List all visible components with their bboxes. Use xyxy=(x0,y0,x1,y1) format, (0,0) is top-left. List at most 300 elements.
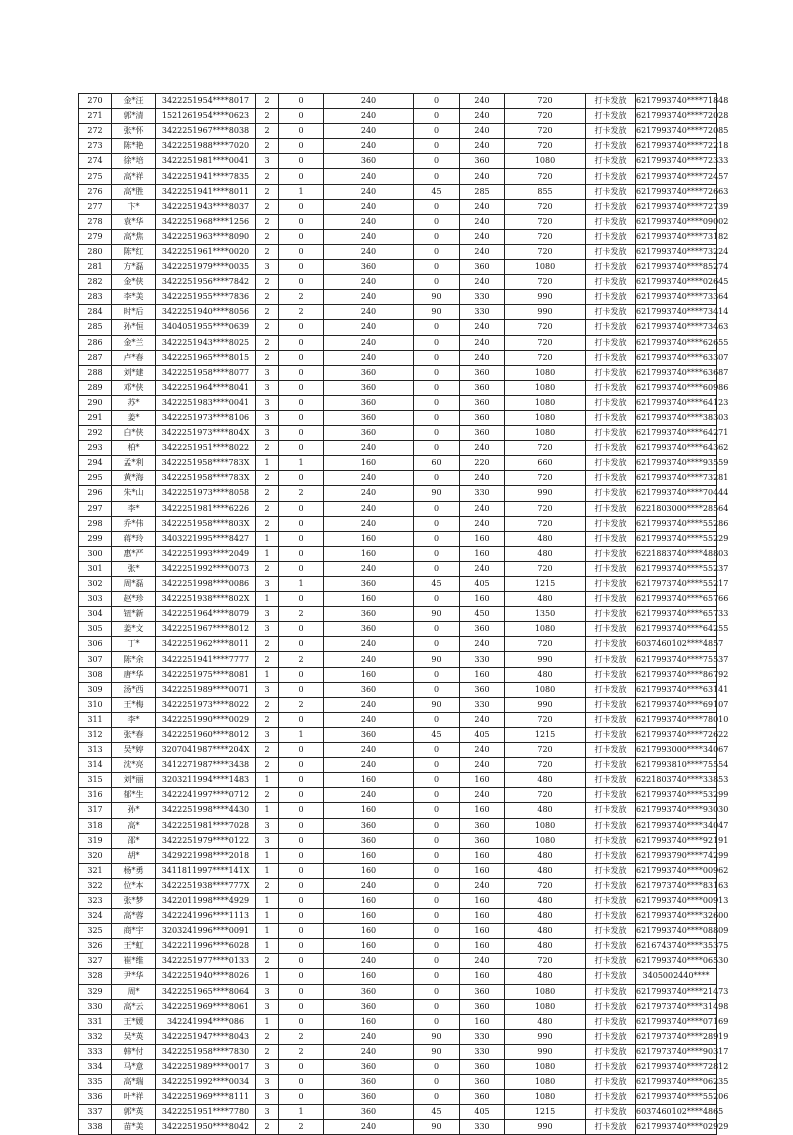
total-cell: 990 xyxy=(505,697,586,712)
account-cell: 6217993740****92191 xyxy=(636,833,717,848)
table-row xyxy=(79,1120,717,1135)
total-cell: 990 xyxy=(505,305,586,320)
name-cell: 丁* xyxy=(112,637,156,652)
total-cell: 720 xyxy=(505,109,586,124)
amount-b-cell: 0 xyxy=(414,909,460,924)
id-number-cell: 3422251947****8043 xyxy=(156,1029,256,1044)
total-cell: 720 xyxy=(505,788,586,803)
table-row xyxy=(79,305,717,320)
table-row xyxy=(79,380,717,395)
table-row xyxy=(79,471,717,486)
amount-b-cell: 90 xyxy=(414,697,460,712)
row-number-cell: 315 xyxy=(79,773,112,788)
subtotal-cell: 240 xyxy=(460,94,505,109)
count-a-cell: 3 xyxy=(256,984,279,999)
count-b-cell: 0 xyxy=(279,984,324,999)
count-b-cell: 2 xyxy=(279,486,324,501)
account-cell: 6217993740****55229 xyxy=(636,531,717,546)
account-cell: 6037460102****4865 xyxy=(636,1105,717,1120)
id-number-cell: 3422251958****783X xyxy=(156,471,256,486)
account-cell: 6217993740****93030 xyxy=(636,803,717,818)
count-a-cell: 3 xyxy=(256,999,279,1014)
subtotal-cell: 160 xyxy=(460,773,505,788)
id-number-cell: 1521261954****0623 xyxy=(156,109,256,124)
total-cell: 720 xyxy=(505,878,586,893)
name-cell: 朱*山 xyxy=(112,486,156,501)
id-number-cell: 3422251998****0086 xyxy=(156,577,256,592)
count-a-cell: 2 xyxy=(256,124,279,139)
count-b-cell: 0 xyxy=(279,365,324,380)
table-row xyxy=(79,682,717,697)
method-cell: 打卡发放 xyxy=(586,743,636,758)
id-number-cell: 3422251981****0041 xyxy=(156,154,256,169)
count-a-cell: 1 xyxy=(256,909,279,924)
table-row xyxy=(79,773,717,788)
method-cell: 打卡发放 xyxy=(586,546,636,561)
row-number-cell: 337 xyxy=(79,1105,112,1120)
amount-b-cell: 0 xyxy=(414,531,460,546)
amount-b-cell: 0 xyxy=(414,1075,460,1090)
account-cell: 6217993740****85274 xyxy=(636,260,717,275)
amount-b-cell: 0 xyxy=(414,380,460,395)
account-cell: 6217993740****06235 xyxy=(636,1075,717,1090)
amount-a-cell: 240 xyxy=(324,1029,414,1044)
amount-a-cell: 160 xyxy=(324,546,414,561)
account-cell: 6217973740****90317 xyxy=(636,1044,717,1059)
amount-a-cell: 240 xyxy=(324,94,414,109)
table-row xyxy=(79,607,717,622)
row-number-cell: 305 xyxy=(79,622,112,637)
method-cell: 打卡发放 xyxy=(586,139,636,154)
amount-b-cell: 0 xyxy=(414,592,460,607)
amount-b-cell: 0 xyxy=(414,124,460,139)
count-b-cell: 0 xyxy=(279,954,324,969)
amount-b-cell: 0 xyxy=(414,637,460,652)
account-cell: 6217993740****72457 xyxy=(636,169,717,184)
total-cell: 1350 xyxy=(505,607,586,622)
name-cell: 张*春 xyxy=(112,727,156,742)
amount-b-cell: 0 xyxy=(414,712,460,727)
row-number-cell: 325 xyxy=(79,924,112,939)
total-cell: 1080 xyxy=(505,622,586,637)
row-number-cell: 298 xyxy=(79,516,112,531)
count-b-cell: 0 xyxy=(279,169,324,184)
id-number-cell: 3207041987****204X xyxy=(156,743,256,758)
amount-b-cell: 45 xyxy=(414,1105,460,1120)
name-cell: 钮*新 xyxy=(112,607,156,622)
subtotal-cell: 160 xyxy=(460,531,505,546)
payment-table xyxy=(78,93,729,1135)
table-row xyxy=(79,969,717,984)
name-cell: 王*媛 xyxy=(112,1014,156,1029)
name-cell: 张* xyxy=(112,561,156,576)
method-cell: 打卡发放 xyxy=(586,592,636,607)
name-cell: 高*蓉 xyxy=(112,909,156,924)
amount-a-cell: 240 xyxy=(324,1044,414,1059)
amount-a-cell: 360 xyxy=(324,833,414,848)
method-cell: 打卡发放 xyxy=(586,758,636,773)
row-number-cell: 283 xyxy=(79,290,112,305)
amount-a-cell: 360 xyxy=(324,622,414,637)
amount-b-cell: 0 xyxy=(414,848,460,863)
subtotal-cell: 330 xyxy=(460,652,505,667)
total-cell: 720 xyxy=(505,335,586,350)
account-cell: 6217993810****75554 xyxy=(636,758,717,773)
subtotal-cell: 360 xyxy=(460,426,505,441)
method-cell: 打卡发放 xyxy=(586,290,636,305)
account-cell: 6217993740****02645 xyxy=(636,275,717,290)
total-cell: 990 xyxy=(505,290,586,305)
count-a-cell: 2 xyxy=(256,441,279,456)
subtotal-cell: 240 xyxy=(460,441,505,456)
table-row xyxy=(79,878,717,893)
amount-b-cell: 90 xyxy=(414,290,460,305)
amount-a-cell: 360 xyxy=(324,365,414,380)
amount-b-cell: 0 xyxy=(414,773,460,788)
method-cell: 打卡发放 xyxy=(586,380,636,395)
total-cell: 720 xyxy=(505,561,586,576)
count-a-cell: 2 xyxy=(256,516,279,531)
subtotal-cell: 240 xyxy=(460,712,505,727)
total-cell: 720 xyxy=(505,320,586,335)
total-cell: 480 xyxy=(505,667,586,682)
data-sheet xyxy=(78,93,729,1135)
account-cell: 6217993740****38303 xyxy=(636,410,717,425)
count-b-cell: 0 xyxy=(279,712,324,727)
account-cell: 6217993740****72812 xyxy=(636,1060,717,1075)
table-row xyxy=(79,109,717,124)
name-cell: 苗*美 xyxy=(112,1120,156,1135)
id-number-cell: 3422251951****7780 xyxy=(156,1105,256,1120)
count-b-cell: 0 xyxy=(279,1060,324,1075)
amount-a-cell: 360 xyxy=(324,1060,414,1075)
method-cell: 打卡发放 xyxy=(586,863,636,878)
count-b-cell: 2 xyxy=(279,697,324,712)
count-b-cell: 0 xyxy=(279,1075,324,1090)
name-cell: 韩*付 xyxy=(112,1044,156,1059)
row-number-cell: 295 xyxy=(79,471,112,486)
amount-b-cell: 0 xyxy=(414,818,460,833)
amount-b-cell: 0 xyxy=(414,954,460,969)
name-cell: 李*美 xyxy=(112,290,156,305)
total-cell: 1080 xyxy=(505,818,586,833)
amount-a-cell: 240 xyxy=(324,516,414,531)
row-number-cell: 297 xyxy=(79,501,112,516)
amount-b-cell: 0 xyxy=(414,1060,460,1075)
count-b-cell: 0 xyxy=(279,229,324,244)
table-row xyxy=(79,365,717,380)
total-cell: 480 xyxy=(505,893,586,908)
name-cell: 金*兰 xyxy=(112,335,156,350)
amount-b-cell: 0 xyxy=(414,758,460,773)
total-cell: 720 xyxy=(505,758,586,773)
total-cell: 1215 xyxy=(505,1105,586,1120)
count-b-cell: 0 xyxy=(279,592,324,607)
name-cell: 唐*华 xyxy=(112,667,156,682)
subtotal-cell: 330 xyxy=(460,305,505,320)
subtotal-cell: 240 xyxy=(460,244,505,259)
count-b-cell: 1 xyxy=(279,1105,324,1120)
amount-b-cell: 0 xyxy=(414,169,460,184)
amount-a-cell: 240 xyxy=(324,124,414,139)
amount-a-cell: 160 xyxy=(324,863,414,878)
amount-a-cell: 240 xyxy=(324,788,414,803)
count-a-cell: 3 xyxy=(256,727,279,742)
amount-b-cell: 0 xyxy=(414,863,460,878)
account-cell: 6217993740****72333 xyxy=(636,154,717,169)
row-number-cell: 316 xyxy=(79,788,112,803)
method-cell: 打卡发放 xyxy=(586,501,636,516)
table-row xyxy=(79,909,717,924)
row-number-cell: 304 xyxy=(79,607,112,622)
id-number-cell: 3422251988****7020 xyxy=(156,139,256,154)
amount-a-cell: 360 xyxy=(324,1075,414,1090)
subtotal-cell: 360 xyxy=(460,154,505,169)
name-cell: 郭*英 xyxy=(112,1105,156,1120)
id-number-cell: 3422251961****0020 xyxy=(156,244,256,259)
method-cell: 打卡发放 xyxy=(586,441,636,456)
subtotal-cell: 360 xyxy=(460,833,505,848)
amount-b-cell: 60 xyxy=(414,456,460,471)
method-cell: 打卡发放 xyxy=(586,697,636,712)
count-a-cell: 2 xyxy=(256,712,279,727)
total-cell: 720 xyxy=(505,139,586,154)
count-a-cell: 3 xyxy=(256,1105,279,1120)
count-a-cell: 1 xyxy=(256,667,279,682)
count-a-cell: 2 xyxy=(256,214,279,229)
subtotal-cell: 160 xyxy=(460,969,505,984)
name-cell: 杨*勇 xyxy=(112,863,156,878)
id-number-cell: 3422251975****8081 xyxy=(156,667,256,682)
total-cell: 855 xyxy=(505,184,586,199)
row-number-cell: 332 xyxy=(79,1029,112,1044)
id-number-cell: 3422241996****1113 xyxy=(156,909,256,924)
id-number-cell: 3422251965****8015 xyxy=(156,350,256,365)
table-row xyxy=(79,984,717,999)
table-row xyxy=(79,184,717,199)
account-cell: 6217993740****73281 xyxy=(636,471,717,486)
name-cell: 吴*婷 xyxy=(112,743,156,758)
subtotal-cell: 360 xyxy=(460,999,505,1014)
method-cell: 打卡发放 xyxy=(586,516,636,531)
count-b-cell: 0 xyxy=(279,758,324,773)
table-row xyxy=(79,1105,717,1120)
row-number-cell: 306 xyxy=(79,637,112,652)
amount-b-cell: 0 xyxy=(414,682,460,697)
table-row xyxy=(79,622,717,637)
amount-a-cell: 360 xyxy=(324,999,414,1014)
id-number-cell: 3403221995****8427 xyxy=(156,531,256,546)
amount-b-cell: 0 xyxy=(414,244,460,259)
table-row xyxy=(79,139,717,154)
count-a-cell: 3 xyxy=(256,607,279,622)
row-number-cell: 307 xyxy=(79,652,112,667)
account-cell: 6217973740****31498 xyxy=(636,999,717,1014)
name-cell: 郭*清 xyxy=(112,109,156,124)
row-number-cell: 277 xyxy=(79,199,112,214)
method-cell: 打卡发放 xyxy=(586,1029,636,1044)
id-number-cell: 3422251943****8037 xyxy=(156,199,256,214)
id-number-cell: 3422251992****0034 xyxy=(156,1075,256,1090)
method-cell: 打卡发放 xyxy=(586,924,636,939)
method-cell: 打卡发放 xyxy=(586,637,636,652)
count-b-cell: 0 xyxy=(279,471,324,486)
subtotal-cell: 240 xyxy=(460,335,505,350)
id-number-cell: 3422251962****8011 xyxy=(156,637,256,652)
method-cell: 打卡发放 xyxy=(586,984,636,999)
total-cell: 480 xyxy=(505,848,586,863)
id-number-cell: 3422251950****8042 xyxy=(156,1120,256,1135)
count-a-cell: 2 xyxy=(256,290,279,305)
count-a-cell: 1 xyxy=(256,863,279,878)
count-b-cell: 0 xyxy=(279,878,324,893)
count-b-cell: 0 xyxy=(279,441,324,456)
method-cell: 打卡发放 xyxy=(586,335,636,350)
count-b-cell: 0 xyxy=(279,818,324,833)
method-cell: 打卡发放 xyxy=(586,788,636,803)
amount-b-cell: 0 xyxy=(414,1014,460,1029)
name-cell: 叶*祥 xyxy=(112,1090,156,1105)
amount-b-cell: 0 xyxy=(414,999,460,1014)
name-cell: 李* xyxy=(112,712,156,727)
amount-a-cell: 240 xyxy=(324,109,414,124)
account-cell: 6217993740****75537 xyxy=(636,652,717,667)
table-row xyxy=(79,1044,717,1059)
amount-b-cell: 45 xyxy=(414,184,460,199)
row-number-cell: 335 xyxy=(79,1075,112,1090)
method-cell: 打卡发放 xyxy=(586,426,636,441)
method-cell: 打卡发放 xyxy=(586,94,636,109)
row-number-cell: 285 xyxy=(79,320,112,335)
subtotal-cell: 240 xyxy=(460,637,505,652)
total-cell: 1080 xyxy=(505,365,586,380)
amount-a-cell: 360 xyxy=(324,426,414,441)
name-cell: 邓*侠 xyxy=(112,380,156,395)
subtotal-cell: 360 xyxy=(460,260,505,275)
count-a-cell: 3 xyxy=(256,260,279,275)
method-cell: 打卡发放 xyxy=(586,999,636,1014)
table-row xyxy=(79,788,717,803)
count-b-cell: 1 xyxy=(279,727,324,742)
row-number-cell: 275 xyxy=(79,169,112,184)
name-cell: 孟*利 xyxy=(112,456,156,471)
subtotal-cell: 160 xyxy=(460,939,505,954)
count-a-cell: 3 xyxy=(256,682,279,697)
amount-a-cell: 240 xyxy=(324,758,414,773)
method-cell: 打卡发放 xyxy=(586,833,636,848)
subtotal-cell: 160 xyxy=(460,667,505,682)
name-cell: 方*磊 xyxy=(112,260,156,275)
count-a-cell: 2 xyxy=(256,788,279,803)
name-cell: 卞* xyxy=(112,199,156,214)
amount-b-cell: 0 xyxy=(414,154,460,169)
subtotal-cell: 240 xyxy=(460,758,505,773)
amount-a-cell: 240 xyxy=(324,697,414,712)
amount-a-cell: 360 xyxy=(324,818,414,833)
name-cell: 白*侠 xyxy=(112,426,156,441)
total-cell: 720 xyxy=(505,743,586,758)
name-cell: 王*梅 xyxy=(112,697,156,712)
subtotal-cell: 240 xyxy=(460,139,505,154)
count-b-cell: 0 xyxy=(279,260,324,275)
count-b-cell: 0 xyxy=(279,999,324,1014)
name-cell: 陈*艳 xyxy=(112,139,156,154)
id-number-cell: 3422251943****8025 xyxy=(156,335,256,350)
row-number-cell: 331 xyxy=(79,1014,112,1029)
name-cell: 高* xyxy=(112,818,156,833)
count-b-cell: 0 xyxy=(279,788,324,803)
amount-a-cell: 240 xyxy=(324,652,414,667)
amount-b-cell: 0 xyxy=(414,471,460,486)
amount-a-cell: 360 xyxy=(324,1105,414,1120)
row-number-cell: 320 xyxy=(79,848,112,863)
method-cell: 打卡发放 xyxy=(586,154,636,169)
id-number-cell: 3412271987****3438 xyxy=(156,758,256,773)
count-a-cell: 2 xyxy=(256,1120,279,1135)
name-cell: 张*怀 xyxy=(112,124,156,139)
name-cell: 沈*亮 xyxy=(112,758,156,773)
account-cell: 6217993740****55286 xyxy=(636,516,717,531)
count-b-cell: 0 xyxy=(279,244,324,259)
table-row xyxy=(79,516,717,531)
count-a-cell: 1 xyxy=(256,848,279,863)
count-a-cell: 2 xyxy=(256,637,279,652)
amount-a-cell: 240 xyxy=(324,637,414,652)
count-a-cell: 2 xyxy=(256,169,279,184)
table-row xyxy=(79,924,717,939)
method-cell: 打卡发放 xyxy=(586,456,636,471)
id-number-cell: 3411811997****141X xyxy=(156,863,256,878)
amount-a-cell: 360 xyxy=(324,727,414,742)
table-row xyxy=(79,727,717,742)
count-a-cell: 1 xyxy=(256,939,279,954)
method-cell: 打卡发放 xyxy=(586,169,636,184)
method-cell: 打卡发放 xyxy=(586,365,636,380)
table-row xyxy=(79,954,717,969)
method-cell: 打卡发放 xyxy=(586,244,636,259)
method-cell: 打卡发放 xyxy=(586,1060,636,1075)
count-a-cell: 2 xyxy=(256,954,279,969)
table-row xyxy=(79,637,717,652)
name-cell: 高*胜 xyxy=(112,184,156,199)
amount-b-cell: 0 xyxy=(414,229,460,244)
id-number-cell: 342241994****086 xyxy=(156,1014,256,1029)
count-b-cell: 0 xyxy=(279,395,324,410)
id-number-cell: 3422251967****8012 xyxy=(156,622,256,637)
amount-b-cell: 0 xyxy=(414,516,460,531)
row-number-cell: 301 xyxy=(79,561,112,576)
name-cell: 李* xyxy=(112,501,156,516)
id-number-cell: 3422251940****8056 xyxy=(156,305,256,320)
id-number-cell: 3422251981****6226 xyxy=(156,501,256,516)
id-number-cell: 3203211994****1483 xyxy=(156,773,256,788)
account-cell: 6221803000****28564 xyxy=(636,501,717,516)
name-cell: 商*宇 xyxy=(112,924,156,939)
count-b-cell: 0 xyxy=(279,94,324,109)
amount-a-cell: 240 xyxy=(324,712,414,727)
account-cell: 6217993740****02929 xyxy=(636,1120,717,1135)
subtotal-cell: 360 xyxy=(460,1090,505,1105)
table-row xyxy=(79,652,717,667)
amount-a-cell: 240 xyxy=(324,214,414,229)
name-cell: 王*虹 xyxy=(112,939,156,954)
name-cell: 刘*丽 xyxy=(112,773,156,788)
total-cell: 1080 xyxy=(505,410,586,425)
total-cell: 480 xyxy=(505,531,586,546)
count-a-cell: 1 xyxy=(256,1014,279,1029)
subtotal-cell: 360 xyxy=(460,818,505,833)
table-row xyxy=(79,441,717,456)
